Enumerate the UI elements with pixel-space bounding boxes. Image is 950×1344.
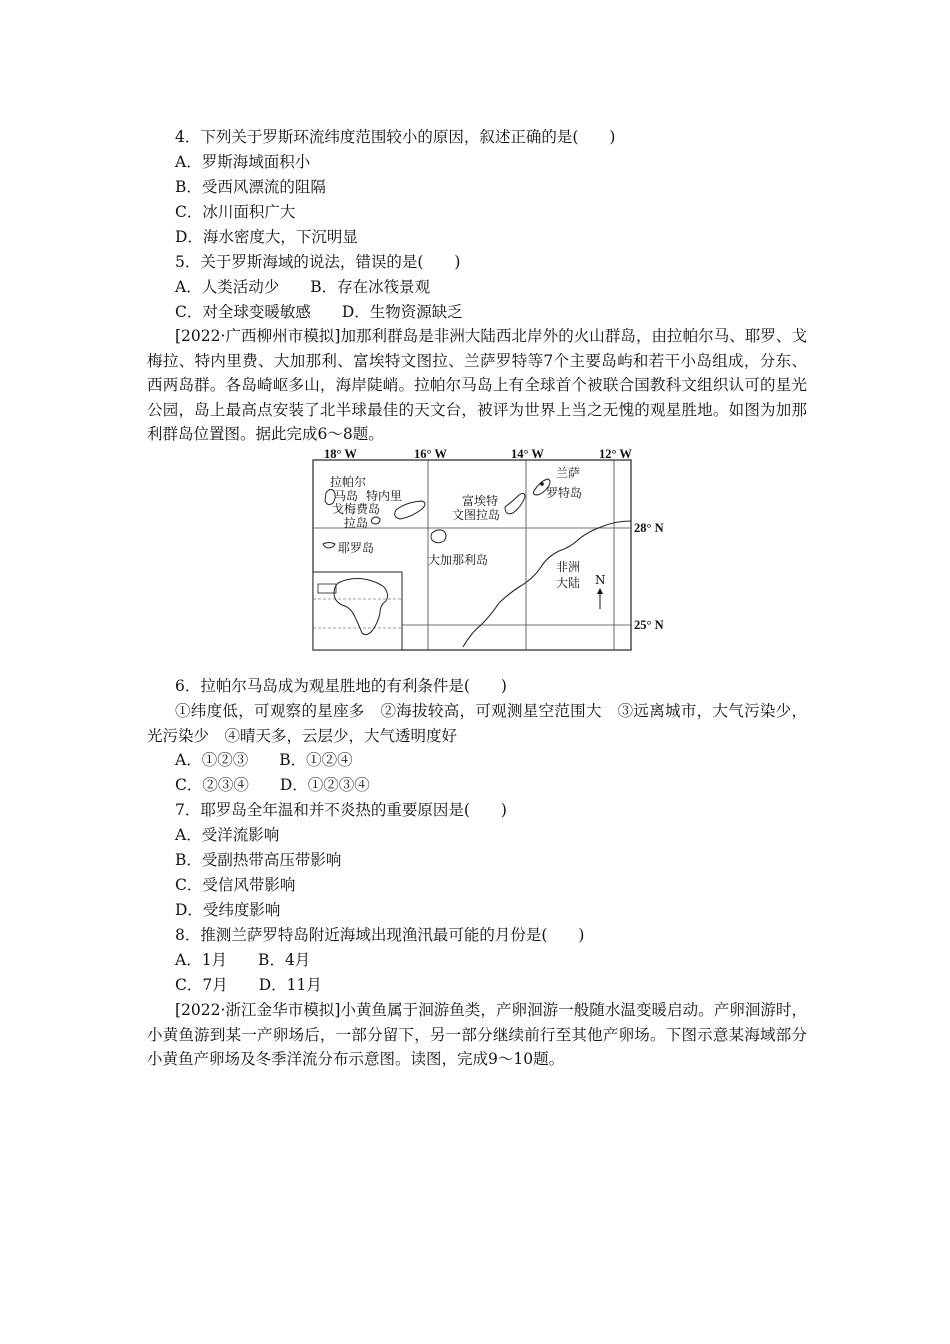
passage-canary-islands: [2022·广西柳州市模拟]加那利群岛是非洲大陆西北岸外的火山群岛，由拉帕尔马、耶罗、戈梅拉、特内里费、大加那利、富埃特文图拉、兰萨罗特等7个主要岛屿和若干小岛组成，分东、西两岛群。各岛崎岖多山，海岸陡峭。拉帕尔马岛上有全球首个被联合国教科文组织认可的星光公园，岛上最高点安装了北半球最佳的天文台，被评为世界上当之无愧的观星胜地。如图为加那利群岛位置图。据此完成6～8题。 [147, 327, 807, 443]
q7-stem: 7．耶罗岛全年温和并不炎热的重要原因是( ) [175, 801, 507, 819]
q5-options-cd: C．对全球变暖敏感 D．生物资源缺乏 [175, 303, 463, 321]
label-gomera-2: 拉岛 [344, 516, 369, 530]
passage-yellow-croaker: [2022·浙江金华市模拟]小黄鱼属于洄游鱼类，产卵洄游一般随水温变暖启动。产卵洄游时，小黄鱼游到某一产卵场后，一部分留下，另一部分继续前行至其他产卵场。下图示意某海域部分小黄鱼产卵场及冬季洋流分布示意图。读图，完成9～10题。 [147, 1001, 807, 1068]
q4-option-d: D．海水密度大，下沉明显 [175, 228, 358, 246]
la-gomera-island [371, 517, 380, 524]
label-el-hierro: 耶罗岛 [338, 541, 375, 555]
el-hierro-island [323, 543, 335, 549]
north-arrow-head-icon [597, 588, 603, 594]
north-arrow-label: N [595, 573, 606, 587]
lanzarote-dot [540, 482, 544, 486]
gran-canaria-island [431, 530, 446, 543]
label-la-palma-1: 拉帕尔 [330, 475, 367, 489]
canary-islands-map [310, 447, 670, 653]
q8-options-ab: A．1月 B．4月 [175, 951, 311, 969]
label-gomera-1: 戈梅费岛 [332, 502, 381, 516]
q7-option-d: D．受纬度影响 [175, 901, 281, 919]
africa-coastline [463, 521, 631, 647]
lat-label-25n: 25° N [634, 618, 664, 632]
label-gran-canaria: 大加那利岛 [428, 553, 489, 567]
label-lanzarote-2: 罗特岛 [546, 486, 583, 500]
q5-options-ab: A．人类活动少 B．存在冰筏景观 [175, 278, 431, 296]
q6-options-cd: C．②③④ D．①②③④ [175, 776, 370, 794]
label-africa-1: 非洲 [556, 560, 581, 574]
q6-options-ab: A．①②③ B．①②④ [175, 751, 353, 769]
fuerteventura-island [505, 493, 525, 513]
q5-stem: 5．关于罗斯海域的说法，错误的是( ) [175, 253, 461, 271]
label-la-palma-2: 马岛 [334, 489, 359, 503]
label-tenerife: 特内里 [366, 489, 403, 503]
q8-stem: 8．推测兰萨罗特岛附近海域出现渔汛最可能的月份是( ) [175, 926, 585, 944]
q6-stem: 6．拉帕尔马岛成为观星胜地的有利条件是( ) [175, 677, 507, 695]
q4-stem: 4．下列关于罗斯环流纬度范围较小的原因，叙述正确的是( ) [175, 128, 616, 146]
label-africa-2: 大陆 [556, 576, 581, 590]
q7-option-c: C．受信风带影响 [175, 876, 296, 894]
q6-conditions: ①纬度低，可观察的星座多 ②海拔较高，可观测星空范围大 ③远离城市，大气污染少，光污染少 ④晴天多，云层少，大气透明度好 [147, 702, 807, 745]
label-fuerteventura-2: 文图拉岛 [452, 508, 501, 522]
lon-label-18w: 18° W [324, 447, 357, 461]
q8-options-cd: C．7月 D．11月 [175, 976, 322, 994]
lon-label-16w: 16° W [414, 447, 447, 461]
q4-option-a: A．罗斯海域面积小 [175, 153, 311, 171]
label-lanzarote-1: 兰萨 [556, 466, 581, 480]
tenerife-island [395, 501, 425, 519]
lat-label-28n: 28° N [634, 521, 664, 535]
lon-label-12w: 12° W [599, 447, 632, 461]
q4-option-b: B．受西风漂流的阻隔 [175, 178, 326, 196]
lon-label-14w: 14° W [511, 447, 544, 461]
q7-option-a: A．受洋流影响 [175, 826, 280, 844]
q4-option-c: C．冰川面积广大 [175, 203, 296, 221]
q7-option-b: B．受副热带高压带影响 [175, 851, 342, 869]
label-fuerteventura-1: 富埃特 [462, 494, 499, 508]
